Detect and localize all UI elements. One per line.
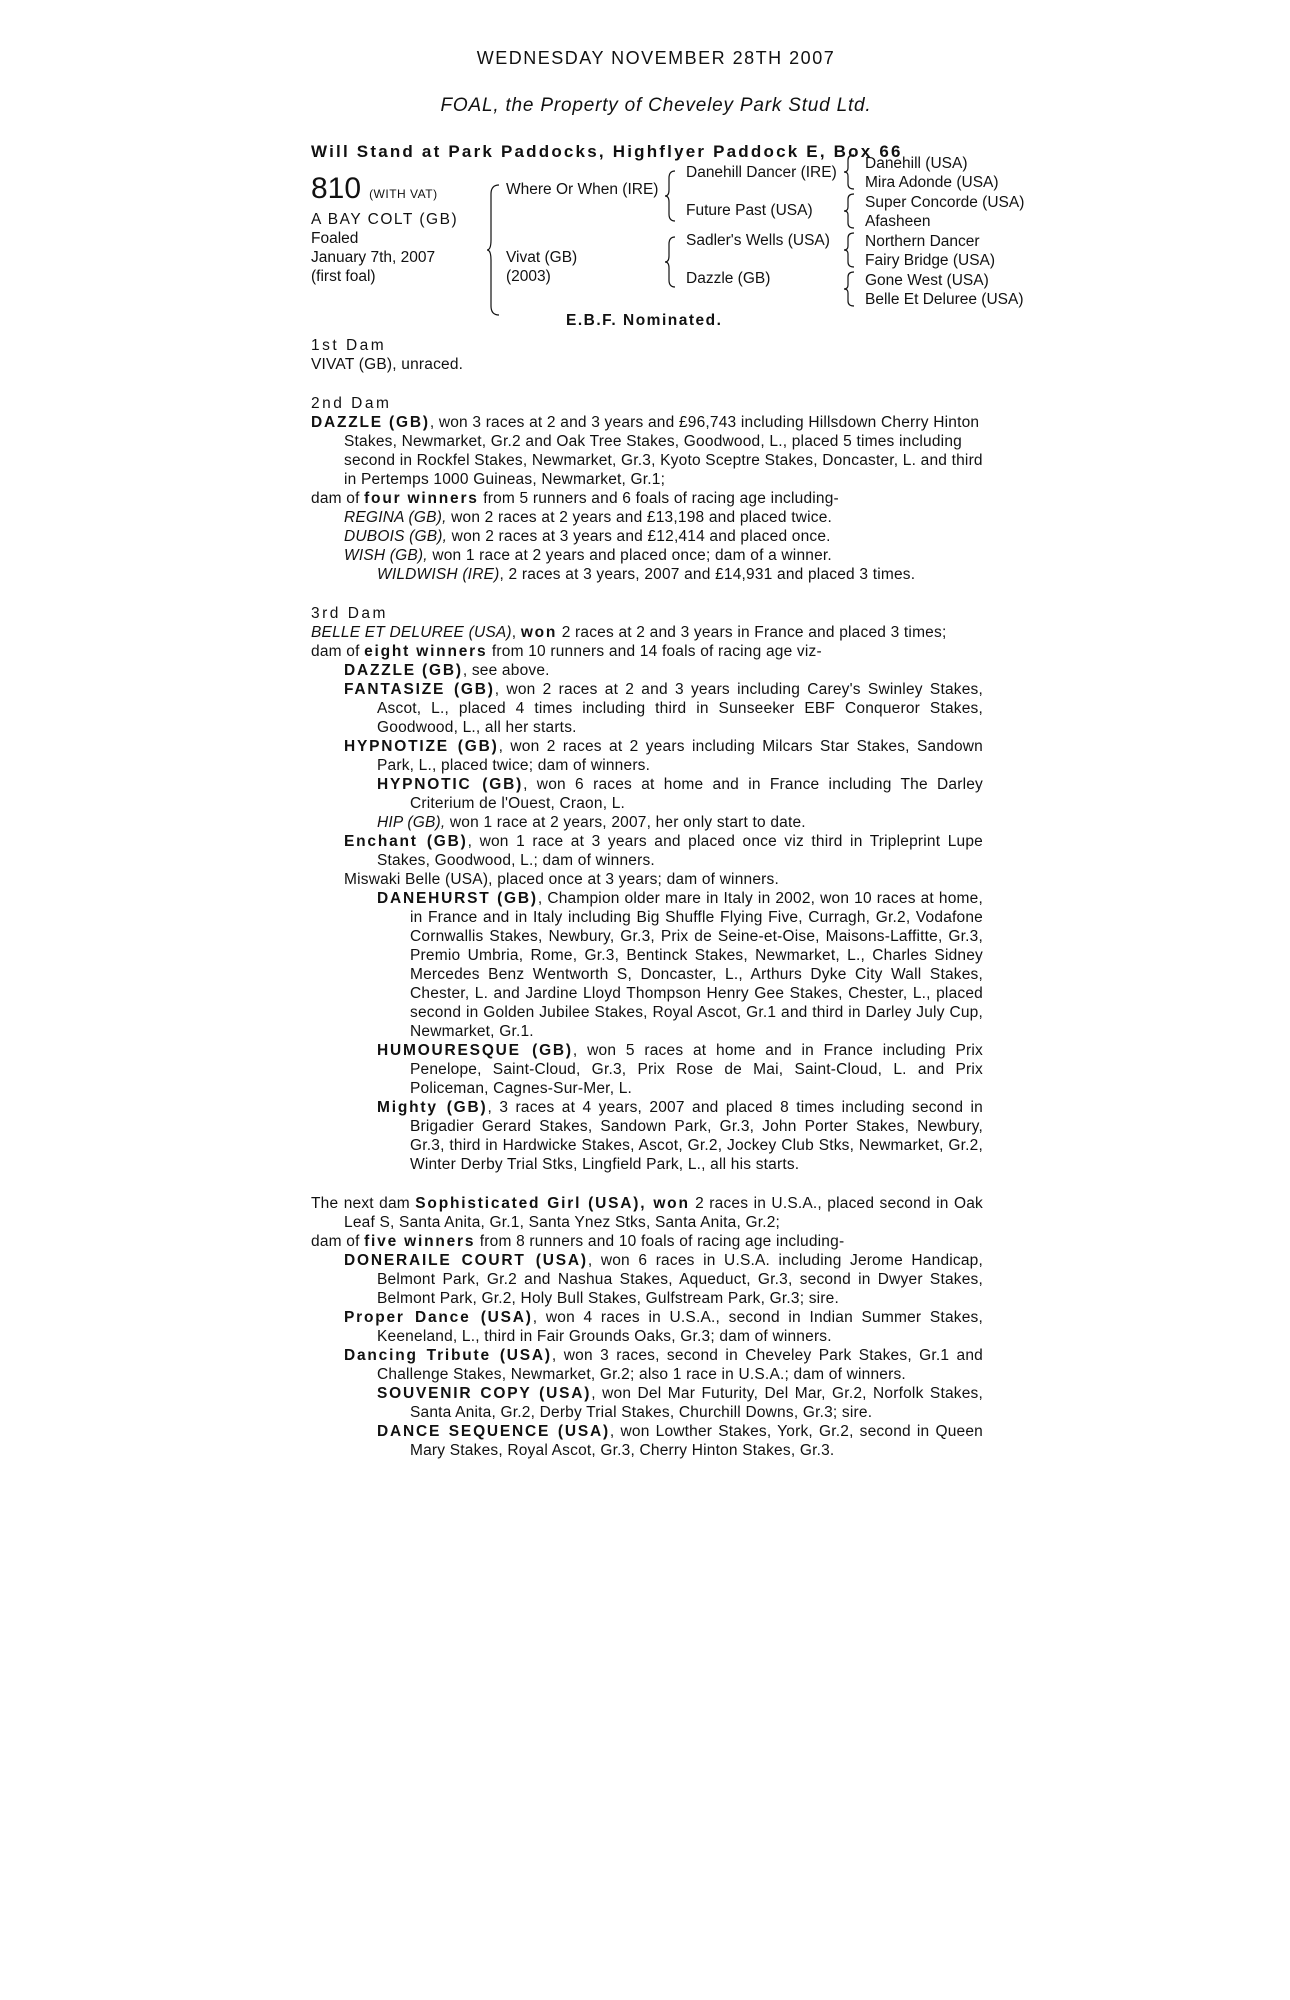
produce-entry <box>311 1098 983 1174</box>
produce-entry <box>311 1346 983 1384</box>
race-record: , won 4 races in U.S.A., second in Indian Summer Stakes, Keeneland, L., third in Fair Grounds Oaks, Gr.3; dam of winners. <box>377 1309 983 1345</box>
horse-name: HIP (GB), <box>377 814 446 831</box>
race-record: won 1 race at 2 years and placed once; dam of a winner. <box>427 547 832 564</box>
produce-entry <box>311 1422 983 1460</box>
produce-entry <box>311 737 983 775</box>
produce-entry <box>311 565 983 584</box>
race-record: , won 2 races at 2 years including Milcars Star Stakes, Sandown Park, L., placed twice; dam of winners. <box>377 738 983 774</box>
produce-entry <box>311 508 983 527</box>
pedigree-brace-dam <box>665 236 677 288</box>
horse-name: DANEHURST (GB) <box>377 890 538 907</box>
race-record: won 1 race at 2 years, 2007, her only start to date. <box>445 814 806 831</box>
race-record: , won 3 races, second in Cheveley Park Stakes, Gr.1 and Challenge Stakes, Newmarket, Gr.2; also 1 race in U.S.A.; dam of winners. <box>377 1347 984 1383</box>
ped-sds: Super Concorde (USA) <box>865 194 1025 211</box>
horse-name: DUBOIS (GB), <box>344 528 448 545</box>
winners-count: four winners <box>364 490 479 507</box>
dam-of-text: from 8 runners and 10 foals of racing age including- <box>475 1233 845 1250</box>
dam-of-text: dam of <box>311 643 365 660</box>
race-record: , 2 races at 3 years, 2007 and £14,931 and placed 3 times. <box>499 566 916 583</box>
horse-name: HYPNOTIC (GB) <box>377 776 524 793</box>
race-record: , won Del Mar Futurity, Del Mar, Gr.2, Norfolk Stakes, Santa Anita, Gr.2, Derby Trial Stakes, Churchill Downs, Gr.3; sire. <box>410 1385 984 1421</box>
foaled-date: January 7th, 2007 <box>311 249 436 266</box>
second-dam-heading: 2nd Dam <box>311 395 392 412</box>
next-dam-entry <box>311 1194 983 1232</box>
pedigree-brace-sd <box>844 193 856 229</box>
horse-name: REGINA (GB), <box>344 509 447 526</box>
race-record: , see above. <box>462 662 550 679</box>
produce-entry <box>311 1308 983 1346</box>
lot-name: A BAY COLT (GB) <box>311 211 459 228</box>
produce-entry <box>311 775 983 813</box>
race-record: , won 6 races in U.S.A. including Jerome Handicap, Belmont Park, Gr.2 and Nashua Stakes, Aqueduct, Gr.3, second in Dwyer Stakes, Belmont Park, Gr.2, Holy Bull Stakes, Gulfstream Park, Gr.3; sire. <box>377 1252 983 1307</box>
horse-name: DAZZLE (GB) <box>311 414 430 431</box>
dam-of-text: dam of <box>311 490 365 507</box>
race-record: , Champion older mare in Italy in 2002, won 10 races at home, in France and in Italy including Big Shuffle Flying Five, Curragh, Gr.2, Vodafone Cornwallis Stakes, Newbury, Gr.3, Prix de Seine-et-Oise, Maisons-Laffitte, Gr.3, Premio Umbria, Rome, Gr.3, Bentinck Stakes, Newmarket, L., Charles Sidney Mercedes Benz Wentworth S, Doncaster, L., Arthurs Dyke City Wall Stakes, Chester, L. and Jardine Lloyd Thompson Henry Gee Stakes, Chester, L., placed second in Golden Jubilee Stakes, Royal Ascot, Gr.1 and third in Darley July Cup, Newmarket, Gr.1. <box>410 890 983 1040</box>
next-dam-produce-line <box>311 1232 983 1251</box>
horse-name: Dancing Tribute (USA) <box>344 1347 552 1364</box>
sire-sire: Danehill Dancer (IRE) <box>686 164 837 181</box>
dam-of-text: from 5 runners and 6 foals of racing age including- <box>478 490 839 507</box>
dam-of-text: dam of <box>311 1233 365 1250</box>
third-dam-entry <box>311 623 983 642</box>
ped-dss: Northern Dancer <box>865 233 980 250</box>
race-record: , won 1 race at 3 years and placed once viz third in Tripleprint Lupe Stakes, Goodwood, L.; dam of winners. <box>377 833 983 869</box>
winners-count: five winners <box>364 1233 476 1250</box>
ped-ddd: Belle Et Deluree (USA) <box>865 291 1024 308</box>
race-record: 2 races at 2 and 3 years in France and placed 3 times; <box>557 624 947 641</box>
second-dam-produce-line <box>311 489 983 508</box>
horse-name: BELLE ET DELUREE (USA) <box>311 624 512 641</box>
catalogue-page <box>311 48 1031 1460</box>
horse-name: Proper Dance (USA) <box>344 1309 533 1326</box>
lot-number: 810 <box>311 172 362 205</box>
ped-ssd: Mira Adonde (USA) <box>865 174 999 191</box>
won-text: won <box>520 624 558 641</box>
dam-dam: Dazzle (GB) <box>686 270 771 287</box>
foal-note: (first foal) <box>311 268 376 285</box>
produce-entry: Miswaki Belle (USA), placed once at 3 years; dam of winners. <box>344 871 779 888</box>
dam-year: (2003) <box>506 268 551 285</box>
race-record: , 3 races at 4 years, 2007 and placed 8 times including second in Brigadier Gerard Stakes, Sandown Park, Gr.3, John Porter Stakes, Newbury, Gr.3, third in Hardwicke Stakes, Ascot, Gr.2, Jockey Club Stks, Newmarket, Gr.2, Winter Derby Trial Stks, Lingfield Park, L., all his starts. <box>410 1099 983 1173</box>
first-dam-heading: 1st Dam <box>311 337 387 354</box>
race-record: 2 races in U.S.A., placed second in Oak Leaf S, Santa Anita, Gr.1, Santa Ynez Stks, Santa Anita, Gr.2; <box>344 1195 983 1231</box>
race-record: , won 2 races at 2 and 3 years including Carey's Swinley Stakes, Ascot, L., placed 4 times including third in Sunseeker EBF Conqueror Stakes, Goodwood, L., all her starts. <box>377 681 983 736</box>
sire: Where Or When (IRE) <box>506 181 659 198</box>
ped-dsd: Fairy Bridge (USA) <box>865 252 996 269</box>
race-record: , won Lowther Stakes, York, Gr.2, second in Queen Mary Stakes, Royal Ascot, Gr.3, Cherry Hinton Stakes, Gr.3. <box>410 1423 984 1459</box>
race-record: won 2 races at 3 years and £12,414 and placed once. <box>447 528 831 545</box>
produce-entry <box>311 832 983 870</box>
horse-name: WILDWISH (IRE) <box>377 566 500 583</box>
horse-name: Mighty (GB) <box>377 1099 488 1116</box>
sale-date: WEDNESDAY NOVEMBER 28TH 2007 <box>476 48 836 68</box>
produce-entry <box>311 889 983 1041</box>
race-record: , won 6 races at home and in France including The Darley Criterium de l'Ouest, Craon, L. <box>410 776 983 812</box>
ped-dds: Gone West (USA) <box>865 272 989 289</box>
race-record: , won 3 races at 2 and 3 years and £96,743 including Hillsdown Cherry Hinton Stakes, Newmarket, Gr.2 and Oak Tree Stakes, Goodwood, L., placed 5 times including second in Rockfel Stakes, Newmarket, Gr.3, Kyoto Sceptre Stakes, Doncaster, L. and third in Pertemps 1000 Guineas, Newmarket, Gr.1; <box>344 414 983 488</box>
race-record: , <box>511 624 521 641</box>
pedigree-brace-ds <box>844 232 856 268</box>
produce-entry <box>311 680 983 737</box>
dam-sire: Sadler's Wells (USA) <box>686 232 830 249</box>
pedigree-brace-main <box>487 184 501 316</box>
stabling-location: Will Stand at Park Paddocks, Highflyer Paddock E, Box 66 <box>311 142 903 161</box>
ebf-nominated: E.B.F. Nominated. <box>566 312 723 329</box>
third-dam-produce-line <box>311 642 983 661</box>
ped-sss: Danehill (USA) <box>865 155 968 172</box>
vat-note: (WITH VAT) <box>369 187 438 201</box>
horse-name: HUMOURESQUE (GB) <box>377 1042 573 1059</box>
horse-name: WISH (GB), <box>344 547 428 564</box>
ped-sdd: Afasheen <box>865 213 931 230</box>
horse-name: Sophisticated Girl (USA) <box>415 1195 641 1212</box>
intro-text: The next dam <box>311 1195 416 1212</box>
pedigree-brace-sire <box>665 170 677 222</box>
dam: Vivat (GB) <box>506 249 578 266</box>
third-dam-heading: 3rd Dam <box>311 605 388 622</box>
pedigree-block <box>311 155 1031 370</box>
horse-name: DANCE SEQUENCE (USA) <box>377 1423 610 1440</box>
produce-entry <box>311 661 983 680</box>
horse-name: HYPNOTIZE (GB) <box>344 738 499 755</box>
dam-of-text: from 10 runners and 14 foals of racing age viz- <box>487 643 822 660</box>
sire-dam: Future Past (USA) <box>686 202 813 219</box>
produce-entry <box>311 1041 983 1098</box>
second-dam-entry <box>311 413 983 489</box>
horse-name: DAZZLE (GB) <box>344 662 463 679</box>
pedigree-brace-dd <box>844 271 856 307</box>
foaled-label: Foaled <box>311 230 359 247</box>
produce-entry <box>311 813 983 832</box>
lot-owner: FOAL, the Property of Cheveley Park Stud Ltd. <box>440 95 872 116</box>
won-text: , won <box>640 1195 690 1212</box>
produce-entry <box>311 1384 983 1422</box>
winners-count: eight winners <box>364 643 488 660</box>
horse-name: DONERAILE COURT (USA) <box>344 1252 588 1269</box>
pedigree-brace-ss <box>844 154 856 190</box>
horse-name: Enchant (GB) <box>344 833 468 850</box>
horse-name: SOUVENIR COPY (USA) <box>377 1385 592 1402</box>
race-record: , won 5 races at home and in France including Prix Penelope, Saint-Cloud, Gr.3, Prix Rose de Mai, Saint-Cloud, L. and Prix Policeman, Cagnes-Sur-Mer, L. <box>410 1042 983 1097</box>
produce-entry <box>311 1251 983 1308</box>
produce-entry <box>311 527 983 546</box>
produce-entry <box>311 546 983 565</box>
race-record: won 2 races at 2 years and £13,198 and placed twice. <box>446 509 833 526</box>
first-dam-text: VIVAT (GB), unraced. <box>311 356 464 373</box>
catalogue-text <box>311 336 983 1460</box>
lot-heading <box>311 174 438 204</box>
horse-name: FANTASIZE (GB) <box>344 681 495 698</box>
